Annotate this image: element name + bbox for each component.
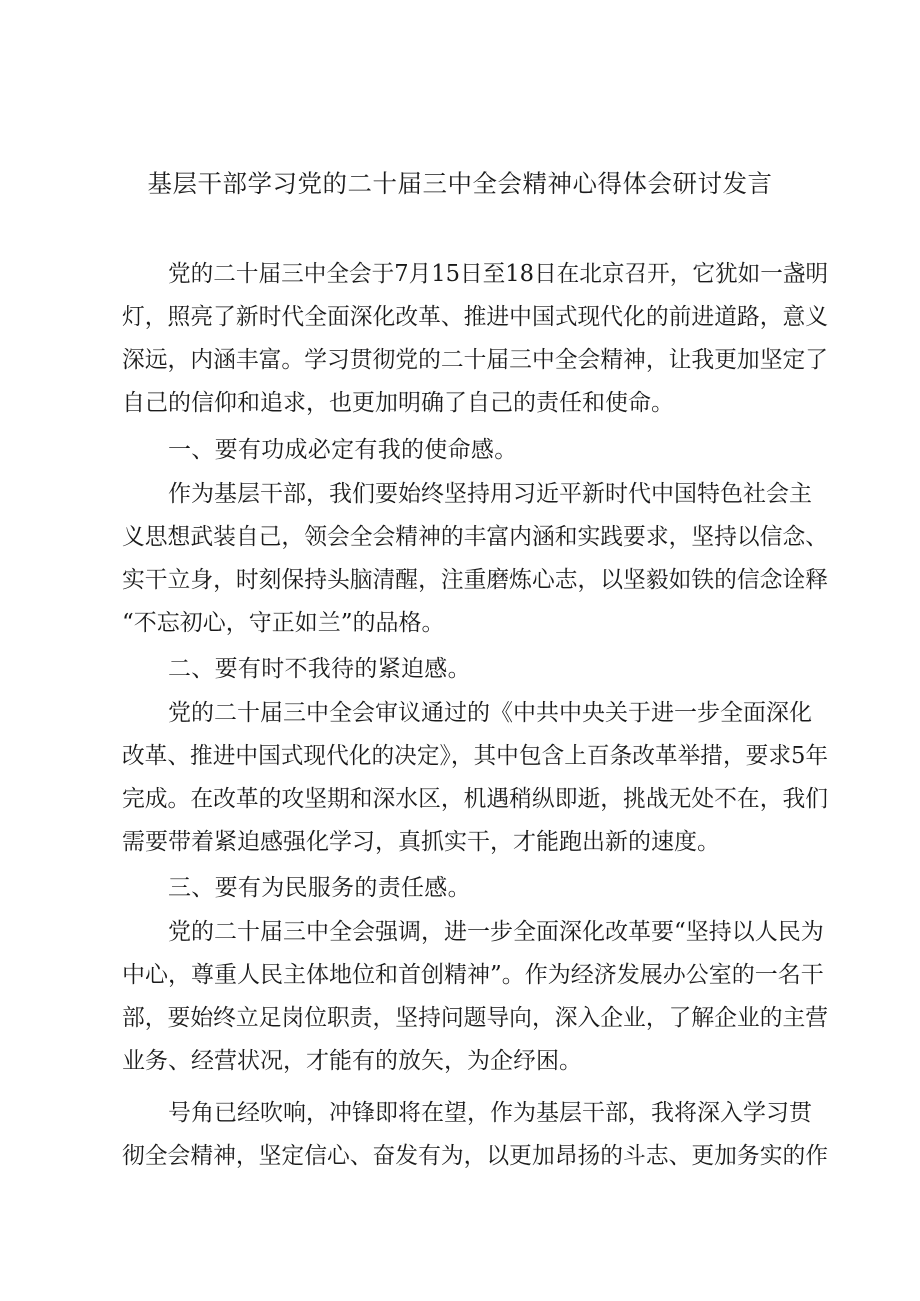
line-text: 灯，照亮了新时代全面深化改革、推进中国式现代化的前进道路，意义: [122, 304, 829, 330]
text-line: [0, 383, 920, 423]
line-text: 义思想武装自己，领会全会精神的丰富内涵和实践要求，坚持以信念、: [122, 524, 829, 550]
text-line: [0, 340, 920, 380]
line-text: 彻全会精神，坚定信心、奋发有为，以更加昂扬的斗志、更加务实的作: [122, 1143, 829, 1169]
text-line: [0, 254, 920, 294]
text-line: [0, 297, 920, 337]
line-text: 部，要始终立足岗位职责，坚持问题导向，深入企业，了解企业的主营: [122, 1005, 829, 1031]
text-line: [0, 693, 920, 733]
line-text: 业务、经营状况，才能有的放矢，为企纾困。: [122, 1048, 582, 1074]
line-text: “不忘初心，守正如兰”的品格。: [122, 610, 445, 636]
text-line: [0, 560, 920, 600]
document-title: 基层干部学习党的二十届三中全会精神心得体会研讨发言: [147, 169, 773, 198]
text-line: [0, 912, 920, 952]
line-text: 党的二十届三中全会强调，进一步全面深化改革要“坚持以人民为: [168, 919, 824, 945]
section-heading: [0, 649, 920, 689]
heading-text: 三、要有为民服务的责任感。: [168, 875, 471, 901]
text-line: [0, 517, 920, 557]
heading-text: 一、要有功成必定有我的使命感。: [168, 437, 518, 463]
line-text: 实干立身，时刻保持头脑清醒，注重磨炼心志，以坚毅如铁的信念诠释: [122, 567, 829, 593]
text-line: [0, 1041, 920, 1081]
text-line: [0, 955, 920, 995]
text-line: [0, 603, 920, 643]
text-line: [0, 1136, 920, 1176]
line-text: 作为基层干部，我们要始终坚持用习近平新时代中国特色社会主: [168, 481, 812, 507]
text-line: [0, 474, 920, 514]
text-line: [0, 779, 920, 819]
line-text: 党的二十届三中全会于7月15日至18日在北京召开，它犹如一盏明: [168, 261, 829, 287]
line-text: 自己的信仰和追求，也更加明确了自己的责任和使命。: [122, 390, 674, 416]
text-line: [0, 736, 920, 776]
text-line: [0, 822, 920, 862]
line-text: 深远，内涵丰富。学习贯彻党的二十届三中全会精神，让我更加坚定了: [122, 347, 829, 373]
heading-text: 二、要有时不我待的紧迫感。: [168, 656, 471, 682]
line-text: 改革、推进中国式现代化的决定》，其中包含上百条改革举措，要求5年: [122, 743, 829, 769]
line-text: 号角已经吹响，冲锋即将在望，作为基层干部，我将深入学习贯: [168, 1100, 812, 1126]
section-heading: [0, 430, 920, 470]
line-text: 完成。在改革的攻坚期和深水区，机遇稍纵即逝，挑战无处不在，我们: [122, 786, 829, 812]
line-text: 党的二十届三中全会审议通过的《中共中央关于进一步全面深化: [168, 700, 812, 726]
text-line: [0, 998, 920, 1038]
line-text: 需要带着紧迫感强化学习，真抓实干，才能跑出新的速度。: [122, 829, 720, 855]
line-text: 中心，尊重人民主体地位和首创精神”。作为经济发展办公室的一名干: [122, 962, 824, 988]
section-heading: [0, 868, 920, 908]
text-line: [0, 1093, 920, 1133]
